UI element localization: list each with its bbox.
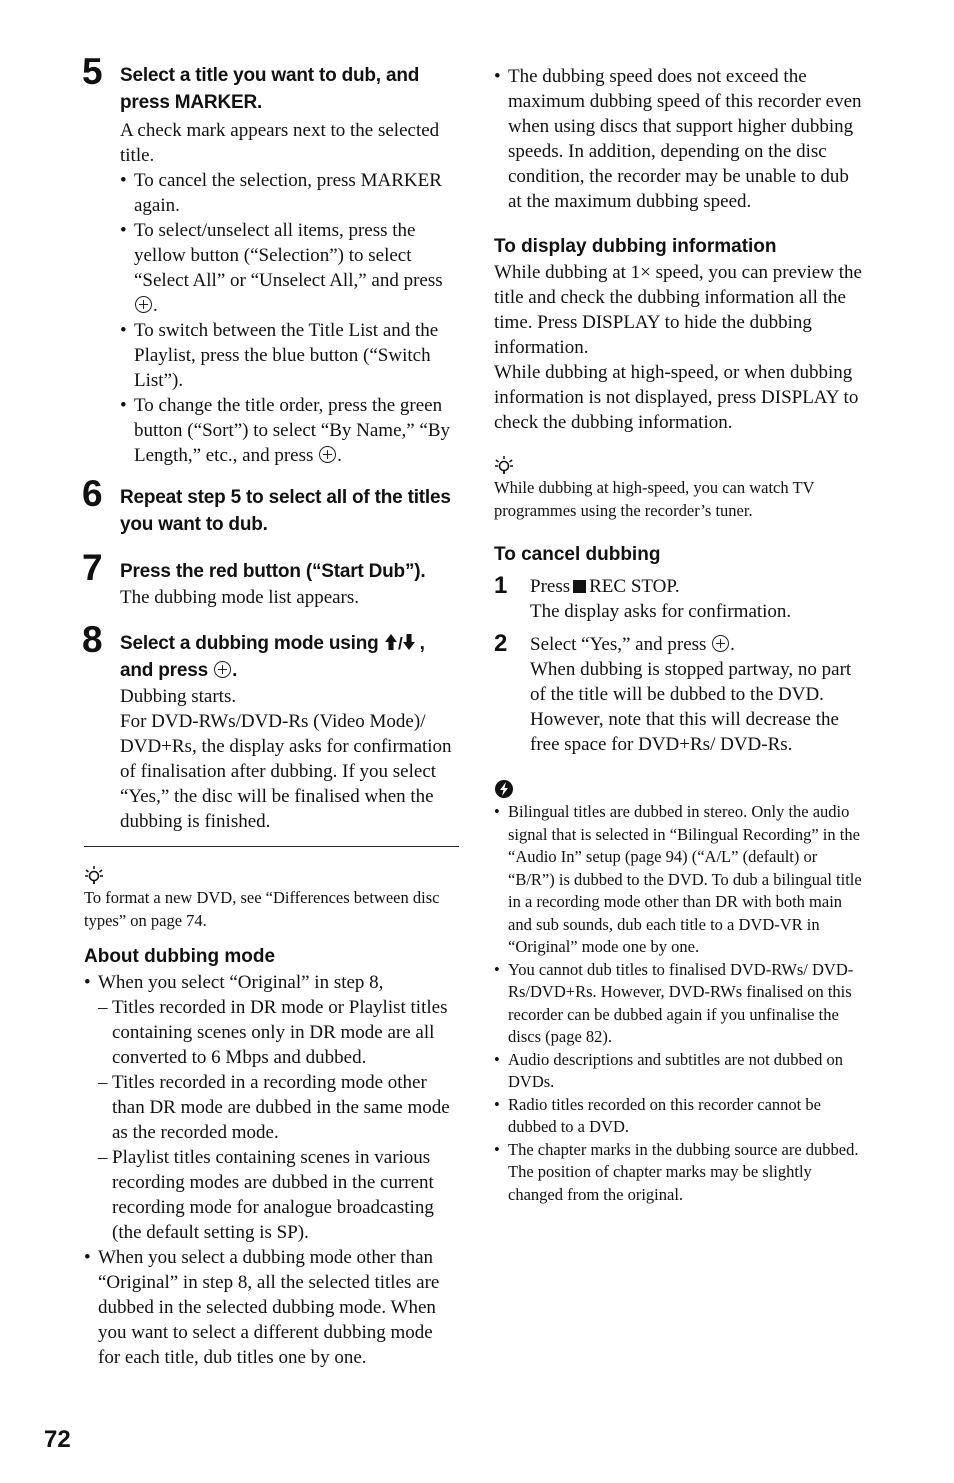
step-number: 6: [82, 473, 103, 514]
note-item: • Radio titles recorded on this recorder cannot be dubbed to a DVD.: [494, 1094, 821, 1136]
step-heading: Press the red button (“Start Dub”).: [120, 561, 426, 582]
bullet-item: • To switch between the Title List and the Playlist, press the blue button (“Switch List”).: [120, 320, 439, 391]
enter-button-icon: [135, 296, 152, 313]
step-7: [84, 548, 459, 610]
up-down-arrows-icon: [384, 633, 420, 651]
bullet-item: • To cancel the selection, press MARKER again.: [120, 170, 442, 216]
hint-icon: [84, 865, 104, 885]
dash-item: – Playlist titles containing scenes in various recording modes are dubbed in the current recording mode for analogue broadcasting (the default setting is SP).: [98, 1147, 434, 1243]
note-item: • The chapter marks in the dubbing source are dubbed. The position of chapter marks may be slightly changed from the original.: [494, 1139, 859, 1204]
note-item: • You cannot dub titles to finalised DVD-RWs/ DVD-Rs/DVD+Rs. However, DVD-RWs finalised on this recorder can be dubbed again if you unfinalise the discs (page 82).: [494, 959, 854, 1046]
paragraph: While dubbing at high-speed, or when dubbing information is not displayed, press DISPLAY to check the dubbing information.: [494, 362, 859, 433]
step-6: [84, 474, 459, 538]
left-column: [84, 52, 459, 1370]
section-heading: To cancel dubbing: [494, 544, 661, 565]
section-heading: To display dubbing information: [494, 236, 777, 257]
step-text: For DVD-RWs/DVD-Rs (Video Mode)/ DVD+Rs, the display asks for confirmation of finalisation after dubbing. If you select “Yes,” the disc will be finalised when the dubbing is finished.: [120, 711, 452, 832]
bullet-item: • The dubbing speed does not exceed the maximum dubbing speed of this recorder even when using discs that support higher dubbing speeds. In addition, depending on the disc condition, the recorder may be unable to dub at the maximum dubbing speed.: [494, 66, 862, 212]
section-heading: About dubbing mode: [84, 946, 276, 967]
divider: [84, 846, 459, 847]
step-text: The dubbing mode list appears.: [120, 587, 360, 608]
step-number: 7: [82, 547, 103, 588]
step-number: 5: [82, 51, 103, 92]
bullet-item: • When you select a dubbing mode other than “Original” in step 8, all the selected titles are dubbed in the selected dubbing mode. When you want to select a different dubbing mode for each title, dub titles one by one.: [84, 1247, 440, 1368]
page-number: 72: [44, 1426, 71, 1453]
tip-text: While dubbing at high-speed, you can watch TV programmes using the recorder’s tuner.: [494, 478, 815, 520]
step-heading: Select a dubbing mode using / , and press .: [120, 633, 425, 681]
tip-block: [84, 865, 459, 932]
bullet-item: • When you select “Original” in step 8,: [84, 972, 384, 993]
step-heading: Repeat step 5 to select all of the titles you want to dub.: [120, 487, 451, 535]
bullet-item: • To select/unselect all items, press the yellow button (“Selection”) to select “Select All” or “Unselect All,” and press .: [120, 220, 443, 316]
step-5: [84, 52, 459, 468]
tip-block: [494, 455, 866, 522]
svg-text:/: /: [397, 634, 403, 651]
step-8: [84, 620, 459, 834]
step-heading: Select a title you want to dub, and press MARKER.: [120, 65, 420, 113]
cancel-step-2: 2 Select “Yes,” and press . When dubbing is stopped partway, no part of the title will be dubbed to the DVD. However, note that this will decrease the free space for DVD+Rs/ DVD-Rs.: [494, 630, 852, 755]
dash-item: – Titles recorded in a recording mode other than DR mode are dubbed in the same mode as the recorded mode.: [98, 1072, 450, 1143]
tip-text: To format a new DVD, see “Differences between disc types” on page 74.: [84, 888, 440, 930]
enter-button-icon: [319, 446, 336, 463]
step-text: A check mark appears next to the selected title.: [120, 120, 440, 166]
bullet-item: • To change the title order, press the green button (“Sort”) to select “By Name,” “By Length,” etc., and press .: [120, 395, 451, 466]
stop-icon: [573, 580, 586, 593]
enter-button-icon: [712, 635, 729, 652]
paragraph: While dubbing at 1× speed, you can preview the title and check the dubbing information all the time. Press DISPLAY to hide the dubbing information.: [494, 262, 862, 358]
notes-block: [494, 779, 866, 1206]
step-text: Dubbing starts.: [120, 686, 237, 707]
note-icon: [494, 779, 514, 799]
hint-icon: [494, 455, 514, 475]
cancel-step-1: 1 Press REC STOP. The display asks for confirmation.: [494, 572, 792, 622]
dash-item: – Titles recorded in DR mode or Playlist titles containing scenes only in DR mode are all converted to 6 Mbps and dubbed.: [98, 997, 448, 1068]
right-column: [494, 64, 866, 1206]
note-item: • Bilingual titles are dubbed in stereo. Only the audio signal that is selected in “Bilingual Recording” in the “Audio In” setup (page 94) (“A/L” (default) or “B/R”) is dubbed to the DVD. To dub a bilingual title in a recording mode other than DR with both main and sub sounds, dub each title to a DVD-VR in “Original” mode one by one.: [494, 802, 862, 956]
enter-button-icon: [214, 661, 231, 678]
note-item: • Audio descriptions and subtitles are not dubbed on DVDs.: [494, 1049, 843, 1091]
step-number: 8: [82, 619, 103, 660]
